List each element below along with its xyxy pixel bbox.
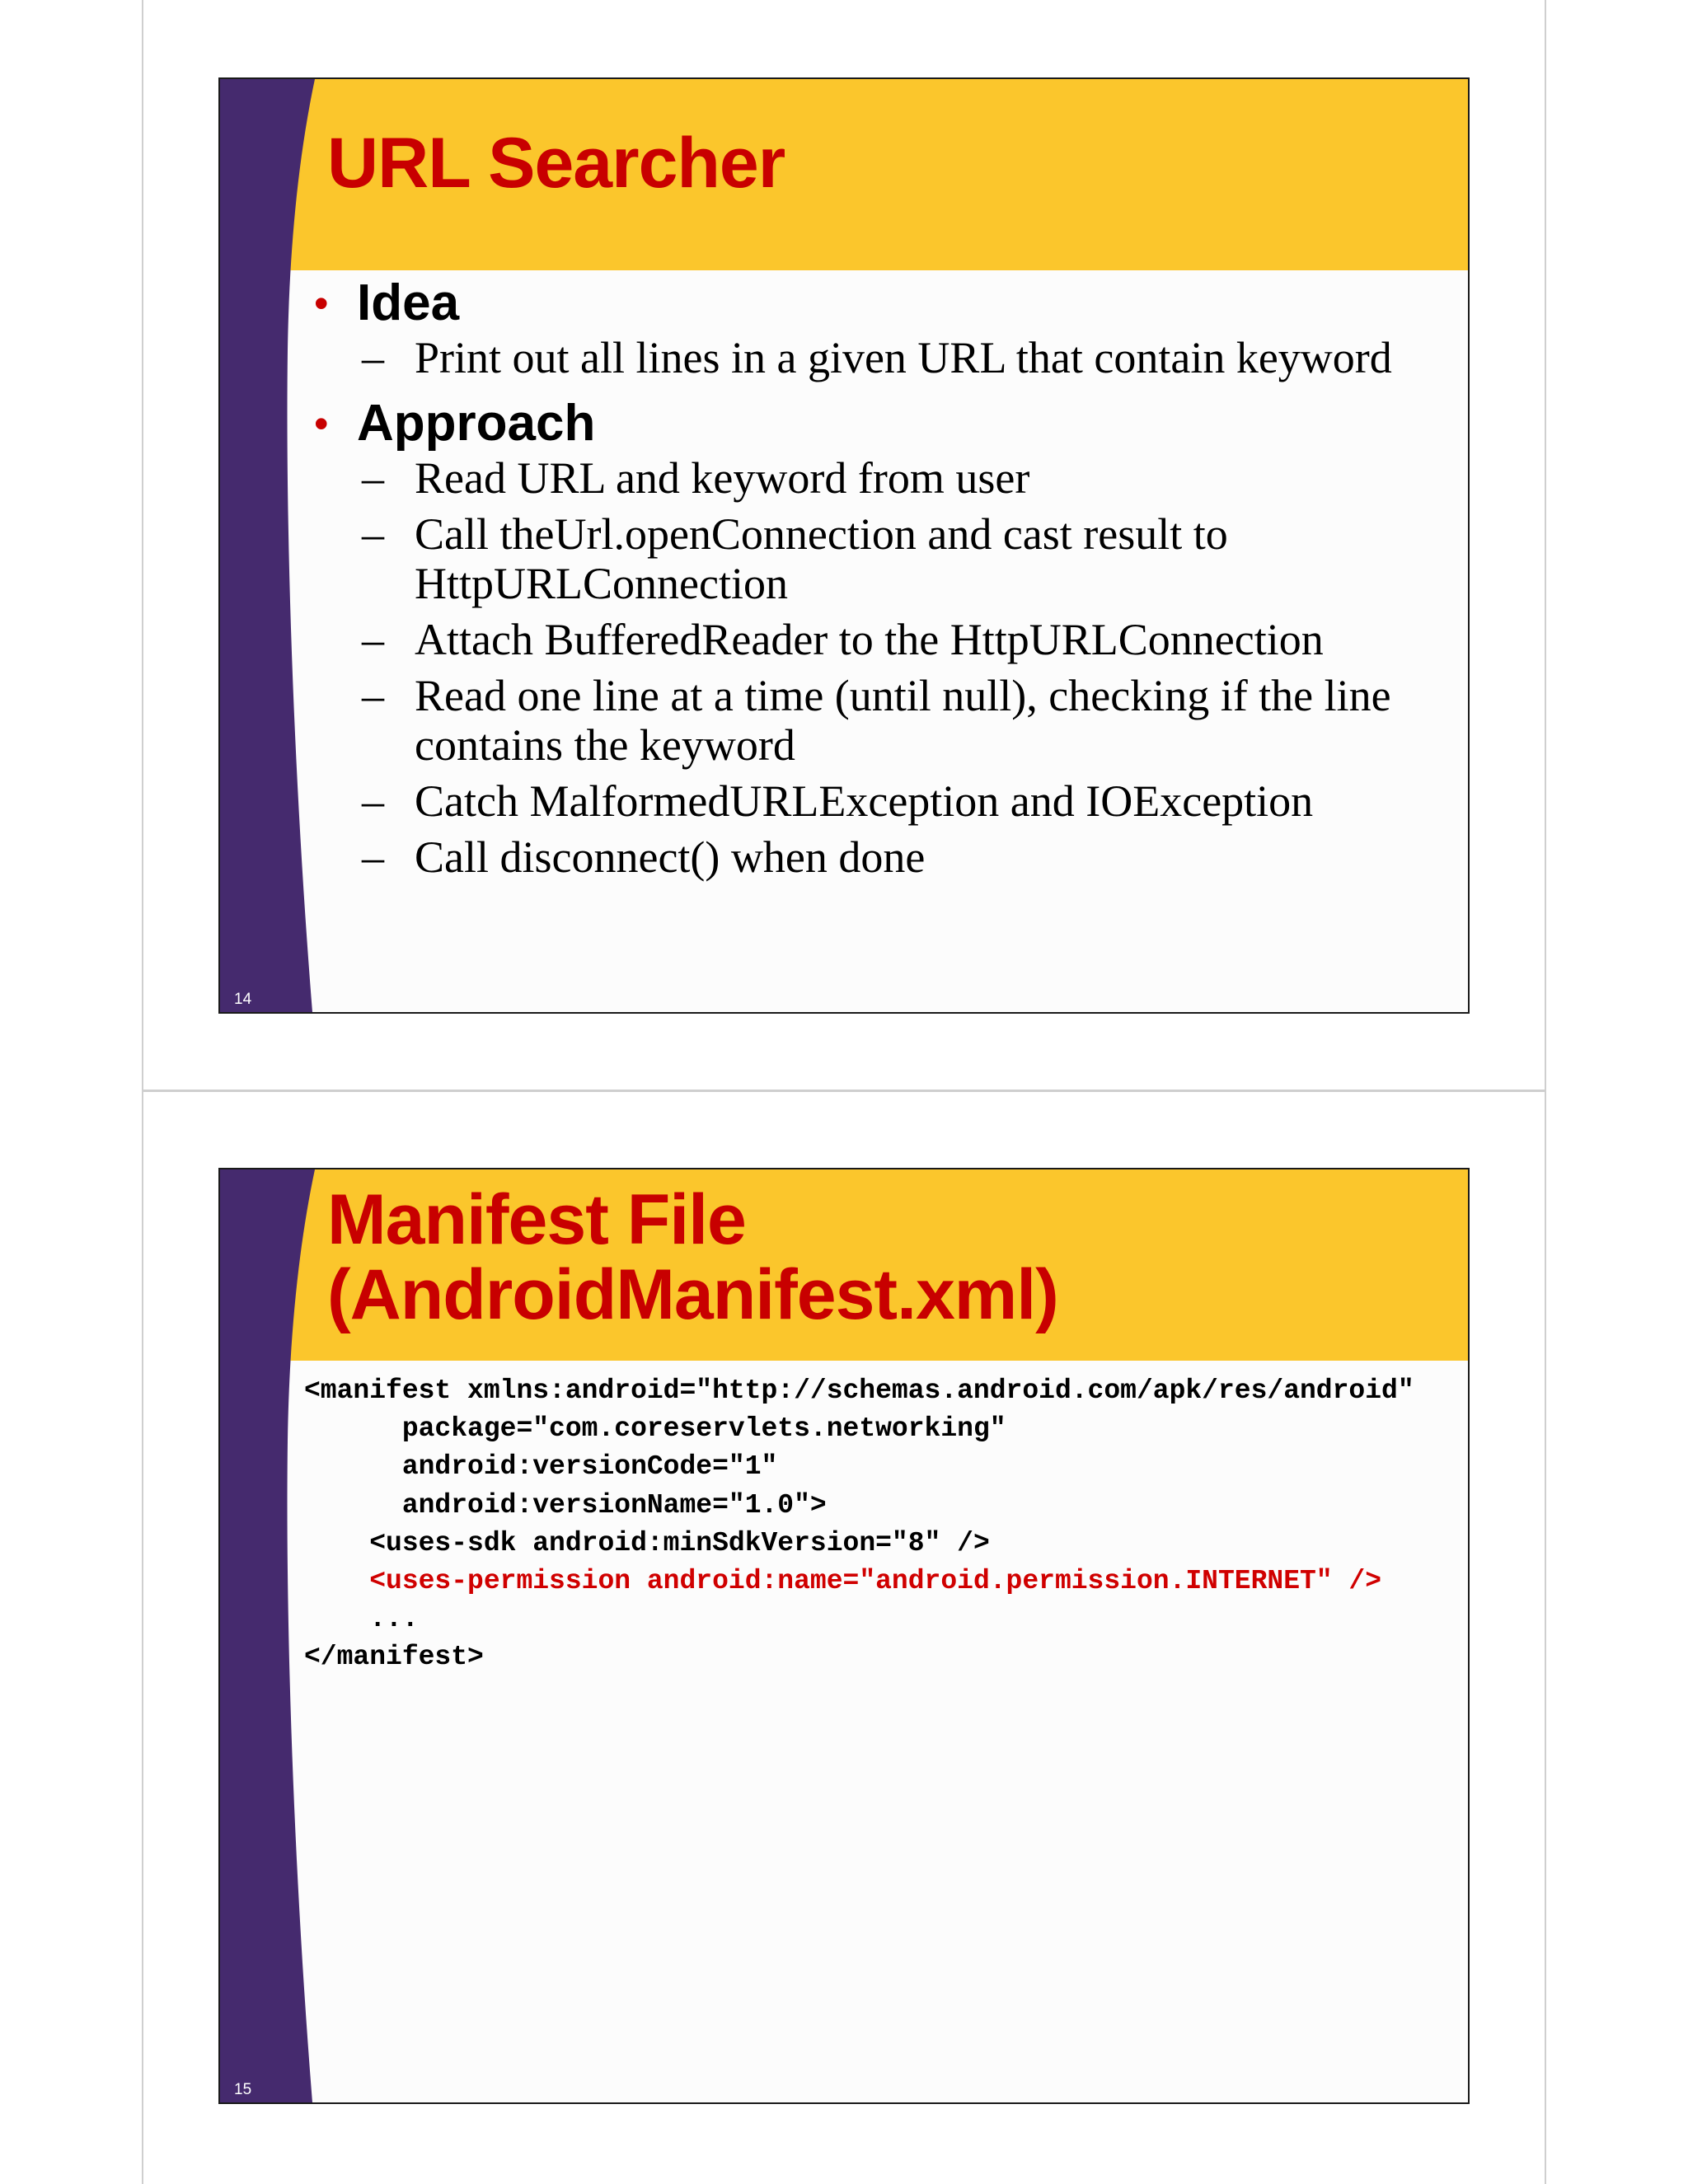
code-line: <uses-sdk android:minSdkVersion="8" /> bbox=[369, 1527, 990, 1558]
bullet-heading: Approach bbox=[357, 395, 596, 452]
sub-bullet: – Read one line at a time (until null), checking if the line contains the keyword bbox=[362, 671, 1391, 770]
slide-number: 14 bbox=[234, 991, 252, 1008]
slide-title: Manifest File (AndroidManifest.xml) bbox=[327, 1180, 1058, 1334]
slide-number: 15 bbox=[234, 2081, 252, 2098]
code-line: android:versionCode="1" bbox=[401, 1451, 778, 1483]
bullet-idea bbox=[307, 274, 1453, 333]
slide-title: URL Searcher bbox=[327, 124, 785, 203]
code-line: ... bbox=[369, 1604, 419, 1635]
code-line: package="com.coreservlets.networking" bbox=[401, 1413, 1006, 1445]
bullet-heading: Idea bbox=[357, 274, 460, 331]
dash-icon: – bbox=[362, 333, 384, 382]
sub-bullet: – Catch MalformedURLException and IOException bbox=[362, 776, 1314, 826]
dash-icon: – bbox=[362, 671, 384, 720]
code-line: </manifest> bbox=[304, 1642, 484, 1673]
dash-icon: – bbox=[362, 832, 384, 882]
sub-bullet: – Call theUrl.openConnection and cast result to HttpURLConnection bbox=[362, 509, 1228, 608]
bullet-dot-icon: • bbox=[314, 401, 329, 447]
code-block bbox=[304, 1372, 1414, 1677]
bullet-approach bbox=[307, 394, 1453, 453]
code-line: android:versionName="1.0"> bbox=[401, 1489, 827, 1521]
slide-15 bbox=[218, 1168, 1470, 2104]
sub-bullet: – Read URL and keyword from user bbox=[362, 453, 1030, 503]
bullet-list bbox=[307, 274, 1453, 888]
dash-icon: – bbox=[362, 776, 384, 826]
dash-icon: – bbox=[362, 453, 384, 503]
dash-icon: – bbox=[362, 509, 384, 559]
slide-14 bbox=[218, 77, 1470, 1014]
sub-bullet: – Attach BufferedReader to the HttpURLConnection bbox=[362, 615, 1324, 664]
page-divider bbox=[142, 1090, 1546, 1092]
sub-bullet: – Call disconnect() when done bbox=[362, 832, 926, 882]
dash-icon: – bbox=[362, 615, 384, 664]
code-line-highlighted: <uses-permission android:name="android.permission.INTERNET" /> bbox=[369, 1566, 1382, 1597]
bullet-dot-icon: • bbox=[314, 280, 329, 326]
sub-bullet: – Print out all lines in a given URL that contain keyword bbox=[362, 333, 1392, 382]
code-line: <manifest xmlns:android="http://schemas.android.com/apk/res/android" bbox=[304, 1376, 1414, 1406]
